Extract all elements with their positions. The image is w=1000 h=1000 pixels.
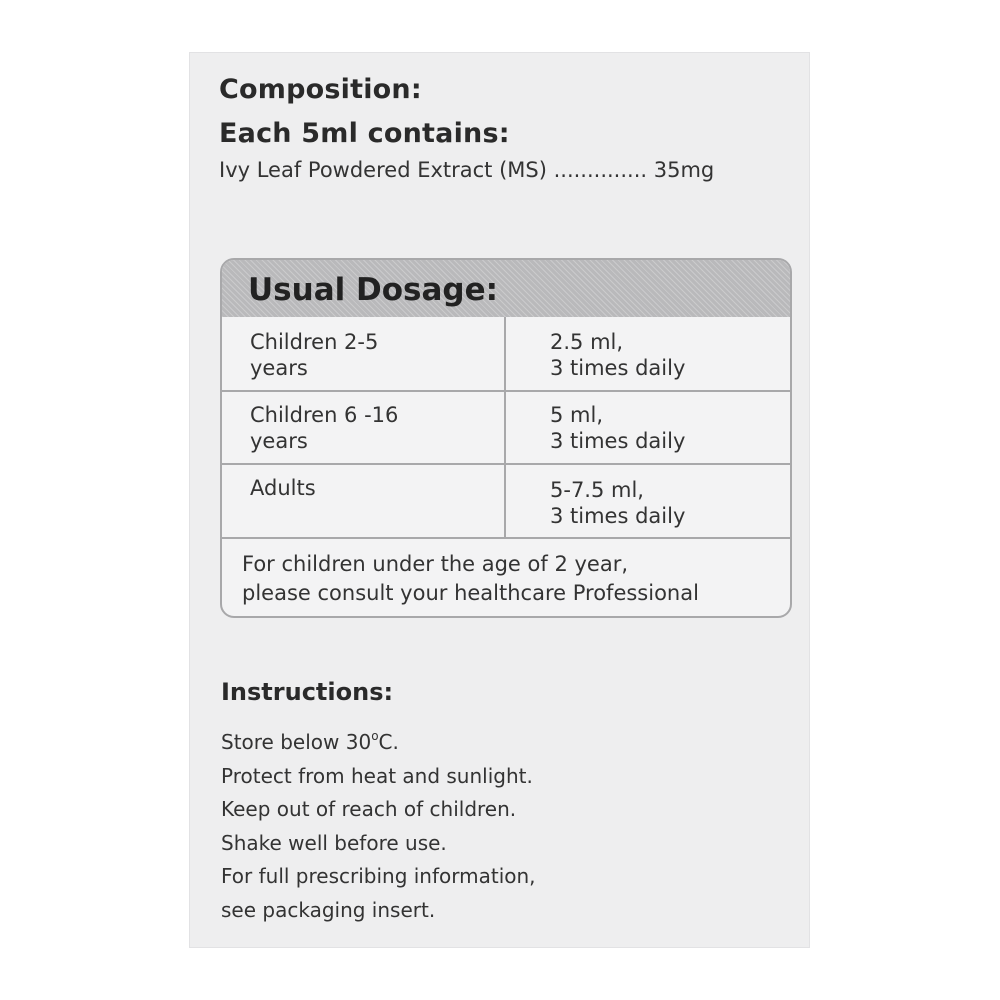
age-group-line: Children 2-5 (250, 330, 379, 354)
dose-cell (505, 391, 790, 464)
ingredient-line: Ivy Leaf Powdered Extract (MS) .............. 35mg (219, 158, 715, 182)
dose-cell (505, 464, 790, 538)
instructions-title: Instructions: (221, 678, 394, 706)
table-row (222, 464, 790, 538)
composition-subtitle: Each 5ml contains: (219, 118, 510, 149)
table-row (222, 317, 790, 391)
degree-mark: o (371, 729, 379, 743)
note-line: please consult your healthcare Professional (242, 581, 699, 605)
instructions-list (221, 720, 536, 927)
dose-line: 5 ml, (550, 403, 604, 427)
age-group-line: years (250, 429, 308, 453)
package-panel (189, 52, 810, 948)
dose-line: 2.5 ml, (550, 330, 624, 354)
dosage-note (242, 550, 699, 608)
table-row (222, 391, 790, 464)
dosage-title: Usual Dosage: (248, 272, 499, 308)
dosage-box (220, 258, 792, 618)
dosage-header (222, 260, 790, 317)
age-group-cell (222, 317, 505, 391)
dose-line: 3 times daily (550, 356, 686, 380)
dose-line: 3 times daily (550, 504, 686, 528)
age-group-line: Children 6 -16 (250, 403, 399, 427)
age-group-line: years (250, 356, 308, 380)
instruction-item (221, 720, 536, 760)
note-line: For children under the age of 2 year, (242, 552, 629, 576)
instruction-item: see packaging insert. (221, 897, 436, 922)
instruction-item: Keep out of reach of children. (221, 797, 517, 821)
dose-line: 3 times daily (550, 429, 686, 453)
composition-title: Composition: (219, 74, 422, 105)
dosage-table (222, 317, 790, 539)
age-group-line: Adults (250, 476, 316, 500)
age-group-cell (222, 391, 505, 464)
instruction-item: Shake well before use. (221, 830, 447, 855)
dose-cell (505, 317, 790, 391)
age-group-cell (222, 464, 505, 538)
instruction-item: For full prescribing information, (221, 864, 536, 888)
dose-line: 5-7.5 ml, (550, 478, 644, 502)
instruction-item: Protect from heat and sunlight. (221, 763, 533, 788)
store-unit: C. (378, 730, 399, 754)
store-text: Store below 30 (221, 730, 372, 754)
